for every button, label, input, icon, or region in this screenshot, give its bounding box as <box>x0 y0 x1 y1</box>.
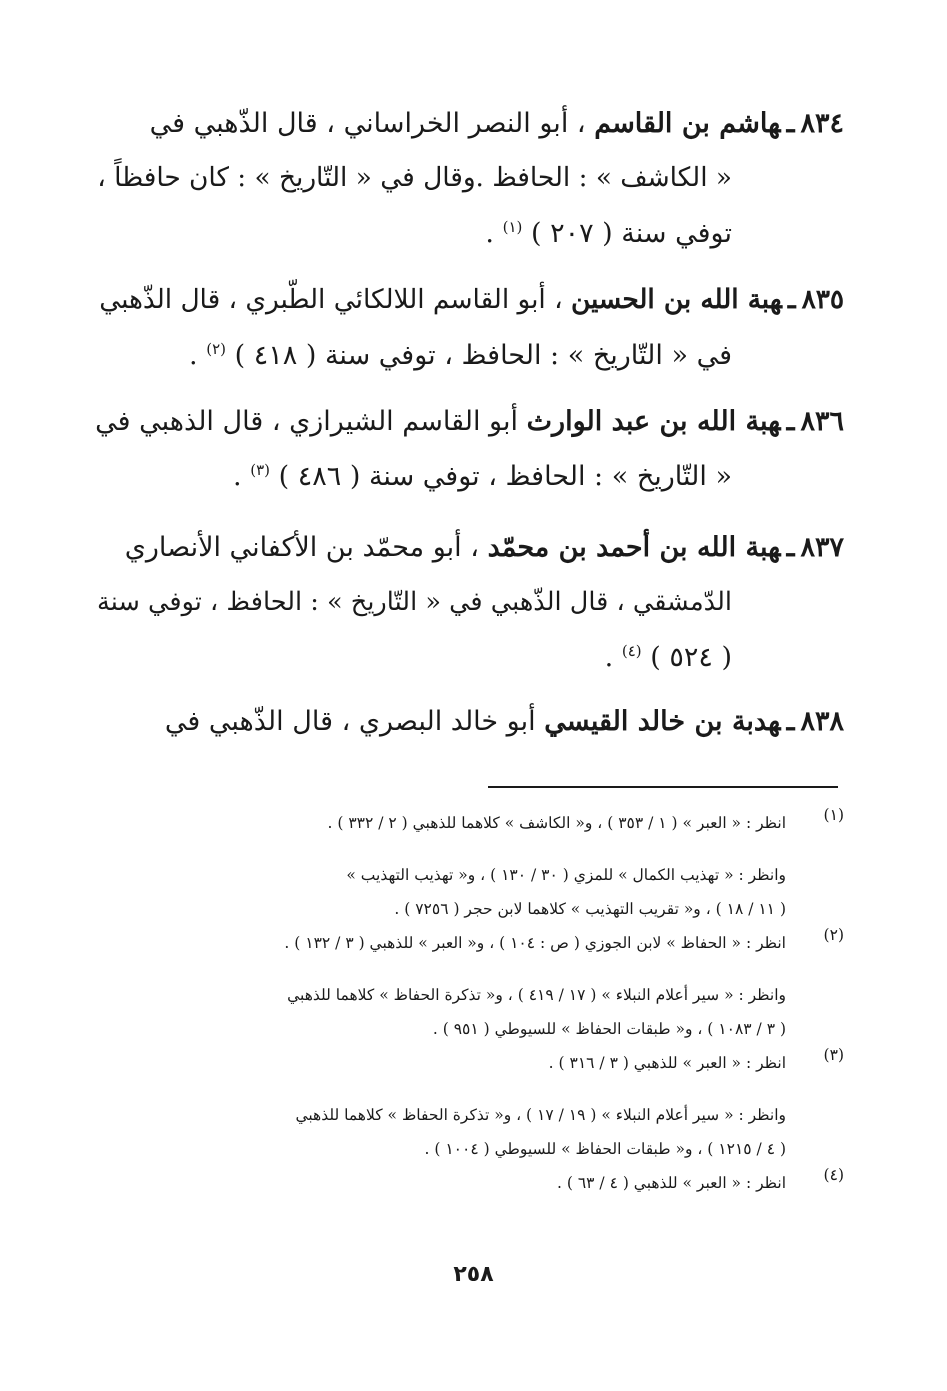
footnote-4 <box>84 1166 844 1200</box>
entry-first-line <box>84 394 844 449</box>
entry-text-line: الدّمشقي ، قال الذّهبي في « التّاريخ » : الحافظ ، توفي سنة <box>97 587 732 617</box>
entry-text-line: أبو خالد البصري ، قال الذّهبي في <box>164 706 536 737</box>
entry-text-line: ، أبو النصر الخراساني ، قال الذّهبي في <box>149 108 586 139</box>
entry-last-line <box>84 206 844 261</box>
footnote-1 <box>84 806 844 926</box>
entry-end-mark: . <box>604 642 614 673</box>
footnote-line: ( ٣ / ١٠٨٣ ) ، و« طبقات الحفاظ » للسيوطي ( ٩٥١ ) . <box>432 1020 786 1038</box>
entry-dash: ـ <box>786 706 795 737</box>
entry-text-line: توفي سنة ( ٢٠٧ ) <box>530 218 732 249</box>
entry-text-line: « التّاريخ » : الحافظ ، توفي سنة ( ٤٨٦ ) <box>278 461 732 492</box>
entry-dash: ـ <box>786 532 795 563</box>
entry-end-mark: . <box>485 218 494 249</box>
entry-last-line <box>84 630 844 685</box>
entry-first-line <box>84 694 844 749</box>
entry-836 <box>84 394 844 504</box>
entry-text-line: ( ٥٢٤ ) <box>650 642 732 673</box>
entry-name: هبة الله بن أحمد بن محمّد <box>487 532 781 563</box>
entry-text-line: في « التّاريخ » : الحافظ ، توفي سنة ( ٤١٨ ) <box>234 340 732 371</box>
footnote-reference[interactable]: (٤) <box>621 642 642 660</box>
footnote-line: وانظر : « سير أعلام النبلاء » ( ١٩ / ١٧ ) ، و« تذكرة الحفاظ » كلاهما للذهبي <box>295 1106 786 1124</box>
entry-name: هدبة بن خالد القيسي <box>544 706 781 737</box>
entry-first-line <box>84 96 844 151</box>
footnote-separator <box>488 786 838 788</box>
entry-text-line: أبو القاسم الشيرازي ، قال الذهبي في <box>95 406 519 437</box>
entry-838 <box>84 694 844 749</box>
footnote-line: وانظر : « سير أعلام النبلاء » ( ١٧ / ٤١٩ ) ، و« تذكرة الحفاظ » كلاهما للذهبي <box>287 986 786 1004</box>
footnotes <box>84 806 844 1200</box>
entry-name: هاشم بن القاسم <box>594 108 781 139</box>
footnote-reference[interactable]: (٣) <box>250 461 271 479</box>
page-number: ٢٥٨ <box>453 1262 494 1287</box>
footnote-number: (٢) <box>823 926 844 944</box>
footnote-number: (١) <box>823 806 844 824</box>
entry-last-line <box>84 449 844 504</box>
entry-number: ٨٣٧ <box>800 532 844 563</box>
footnote-line: انظر : « العبر » للذهبي ( ٣ / ٣١٦ ) . <box>548 1054 786 1072</box>
entry-end-mark: . <box>233 461 242 492</box>
entry-number: ٨٣٤ <box>800 108 844 139</box>
entry-first-line <box>84 520 844 575</box>
entry-dash: ـ <box>786 108 795 139</box>
entry-834 <box>84 96 844 261</box>
footnote-line: انظر : « العبر » ( ١ / ٣٥٣ ) ، و« الكاشف » كلاهما للذهبي ( ٢ / ٣٣٢ ) . <box>327 814 786 832</box>
entry-number: ٨٣٨ <box>800 706 844 737</box>
entry-835 <box>84 272 844 383</box>
entry-text-line: ، أبو القاسم اللالكائي الطّبري ، قال الذّهبي <box>99 285 563 315</box>
footnote-line: وانظر : « تهذيب الكمال » للمزي ( ٣٠ / ١٣٠ ) ، و« تهذيب التهذيب » <box>346 866 786 884</box>
entry-first-line <box>84 272 844 328</box>
footnote-2 <box>84 926 844 1046</box>
entry-name: هبة الله بن عبد الوارث <box>526 406 781 437</box>
entry-text-line: ، أبو محمّد بن الأكفاني الأنصاري <box>124 532 479 563</box>
entry-number: ٨٣٥ <box>801 284 844 315</box>
entry-837 <box>84 520 844 685</box>
footnote-3 <box>84 1046 844 1166</box>
entry-end-mark: . <box>189 340 198 371</box>
entry-number: ٨٣٦ <box>800 406 844 437</box>
entry-last-line <box>84 328 844 383</box>
entry-text-line: « الكاشف » : الحافظ .وقال في « التّاريخ » : كان حافظاً ، <box>97 163 732 193</box>
footnote-line: انظر : « الحفاظ » لابن الجوزي ( ص : ١٠٤ ) ، و« العبر » للذهبي ( ٣ / ١٣٢ ) . <box>284 934 786 952</box>
entry-dash: ـ <box>786 406 795 437</box>
footnote-reference[interactable]: (١) <box>502 218 523 236</box>
footnote-number: (٤) <box>823 1166 844 1184</box>
footnote-number: (٣) <box>823 1046 844 1064</box>
footnote-line: ( ٤ / ١٢١٥ ) ، و« طبقات الحفاظ » للسيوطي ( ١٠٠٤ ) . <box>424 1140 786 1158</box>
footnote-line: انظر : « العبر » للذهبي ( ٤ / ٦٣ ) . <box>557 1174 786 1192</box>
entry-name: هبة الله بن الحسين <box>570 284 782 315</box>
footnote-reference[interactable]: (٢) <box>206 340 227 358</box>
footnote-line: ( ١١ / ١٨ ) ، و« تقريب التهذيب » كلاهما لابن حجر ( ٧٢٥٦ ) . <box>394 900 786 918</box>
entry-dash: ـ <box>787 284 796 315</box>
